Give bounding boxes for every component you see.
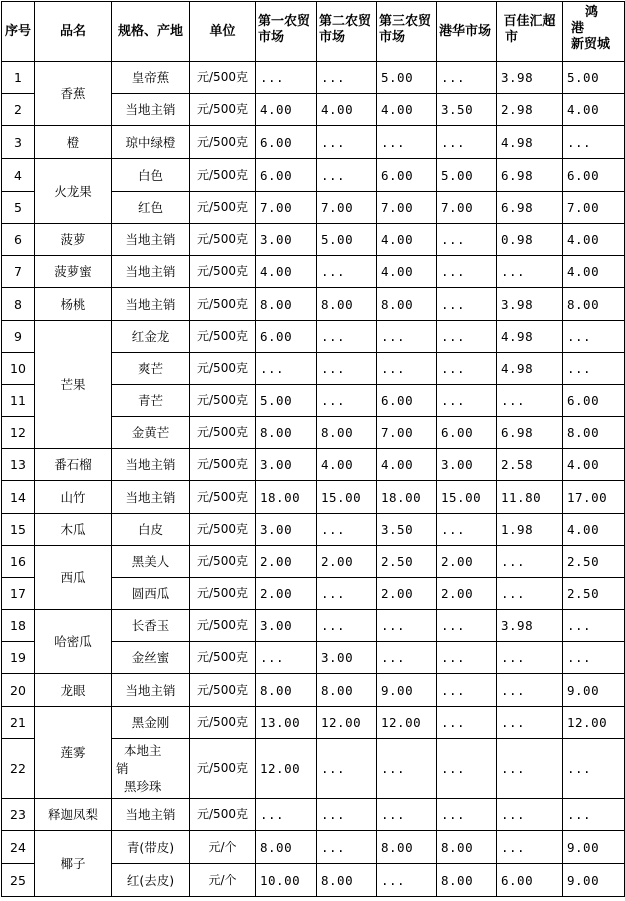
price-cell: 3.00 xyxy=(317,642,377,674)
row-seq: 22 xyxy=(2,739,35,799)
price-cell: 8.00 xyxy=(563,288,625,321)
header-market-2-line1: 第二农贸 xyxy=(319,14,372,29)
price-cell: 4.00 xyxy=(256,256,317,288)
price-cell: 5.00 xyxy=(317,224,377,256)
price-table xyxy=(1,1,625,897)
row-spec-line: 本地主 xyxy=(124,742,162,758)
table-row xyxy=(2,674,625,707)
row-spec: 琼中绿橙 xyxy=(112,126,190,159)
product-name: 释迦凤梨 xyxy=(35,799,112,831)
price-cell: 6.00 xyxy=(256,159,317,192)
price-cell: ... xyxy=(497,831,563,864)
price-cell: ... xyxy=(563,321,625,353)
price-cell: ... xyxy=(317,126,377,159)
price-cell: ... xyxy=(563,610,625,642)
row-spec: 当地主销 xyxy=(112,94,190,126)
row-unit: 元/500克 xyxy=(190,578,256,610)
price-cell: 8.00 xyxy=(317,864,377,897)
row-unit: 元/500克 xyxy=(190,94,256,126)
price-cell: ... xyxy=(317,256,377,288)
price-cell: ... xyxy=(437,707,497,739)
row-spec: 当地主销 xyxy=(112,674,190,707)
price-cell: ... xyxy=(497,707,563,739)
price-cell: 2.00 xyxy=(256,546,317,578)
price-cell: 4.00 xyxy=(377,449,437,481)
price-cell: 2.50 xyxy=(563,546,625,578)
price-cell: ... xyxy=(437,610,497,642)
price-cell: 15.00 xyxy=(317,481,377,514)
price-cell: 5.00 xyxy=(437,159,497,192)
price-cell: 4.98 xyxy=(497,321,563,353)
price-cell: ... xyxy=(563,353,625,385)
row-unit: 元/500克 xyxy=(190,449,256,481)
row-spec: 长香玉 xyxy=(112,610,190,642)
row-seq: 10 xyxy=(2,353,35,385)
row-spec: 白皮 xyxy=(112,514,190,546)
price-cell: 2.00 xyxy=(317,546,377,578)
price-cell: 17.00 xyxy=(563,481,625,514)
price-cell: 8.00 xyxy=(256,831,317,864)
price-cell: 9.00 xyxy=(377,674,437,707)
price-cell: 4.00 xyxy=(377,94,437,126)
row-spec: 爽芒 xyxy=(112,353,190,385)
header-market-2 xyxy=(317,2,377,62)
header-market-3-line1: 第三农贸 xyxy=(379,14,432,29)
header-market-4: 港华市场 xyxy=(437,2,497,62)
header-market-1 xyxy=(256,2,317,62)
price-cell: 6.98 xyxy=(497,192,563,224)
price-cell: ... xyxy=(377,353,437,385)
price-cell: 8.00 xyxy=(437,831,497,864)
price-cell: ... xyxy=(437,739,497,799)
price-cell: 6.00 xyxy=(256,321,317,353)
price-cell: ... xyxy=(377,799,437,831)
row-spec-line: 销 xyxy=(116,760,129,776)
price-cell: ... xyxy=(437,353,497,385)
price-cell: 2.00 xyxy=(377,578,437,610)
price-cell: 13.00 xyxy=(256,707,317,739)
table-body xyxy=(2,62,625,897)
row-seq: 7 xyxy=(2,256,35,288)
price-cell: 4.98 xyxy=(497,353,563,385)
header-market-6-line2: 港 xyxy=(571,21,585,36)
row-seq: 23 xyxy=(2,799,35,831)
table-row xyxy=(2,707,625,739)
product-name: 菠萝蜜 xyxy=(35,256,112,288)
price-cell: 8.00 xyxy=(317,674,377,707)
price-cell: ... xyxy=(317,62,377,94)
row-unit: 元/500克 xyxy=(190,642,256,674)
price-cell: ... xyxy=(317,799,377,831)
price-cell: 10.00 xyxy=(256,864,317,897)
price-cell: 7.00 xyxy=(317,192,377,224)
price-cell: 8.00 xyxy=(317,417,377,449)
header-seq: 序号 xyxy=(2,2,35,62)
price-cell: 8.00 xyxy=(563,417,625,449)
price-cell: ... xyxy=(317,578,377,610)
header-market-5-line1: 百佳汇超 xyxy=(503,14,556,29)
price-cell: ... xyxy=(437,321,497,353)
row-spec: 当地主销 xyxy=(112,288,190,321)
price-cell: 4.00 xyxy=(377,224,437,256)
price-cell: 6.98 xyxy=(497,417,563,449)
row-seq: 24 xyxy=(2,831,35,864)
price-cell: 3.98 xyxy=(497,62,563,94)
price-cell: 8.00 xyxy=(256,288,317,321)
price-cell: 4.00 xyxy=(256,94,317,126)
price-cell: 3.98 xyxy=(497,288,563,321)
row-seq: 16 xyxy=(2,546,35,578)
row-seq: 17 xyxy=(2,578,35,610)
row-seq: 13 xyxy=(2,449,35,481)
row-unit: 元/500克 xyxy=(190,417,256,449)
row-unit: 元/500克 xyxy=(190,224,256,256)
header-market-6-line1: 鸿 xyxy=(585,5,599,20)
row-spec: 当地主销 xyxy=(112,449,190,481)
price-cell: 7.00 xyxy=(256,192,317,224)
price-cell: 8.00 xyxy=(377,831,437,864)
price-cell: 15.00 xyxy=(437,481,497,514)
row-unit: 元/500克 xyxy=(190,126,256,159)
price-cell: 0.98 xyxy=(497,224,563,256)
price-cell: ... xyxy=(317,159,377,192)
header-market-1-line2: 市场 xyxy=(258,30,285,45)
row-unit: 元/500克 xyxy=(190,739,256,799)
price-cell: ... xyxy=(317,610,377,642)
price-cell: ... xyxy=(437,642,497,674)
product-name: 香蕉 xyxy=(35,62,112,126)
row-seq: 20 xyxy=(2,674,35,707)
price-cell: 11.80 xyxy=(497,481,563,514)
header-market-5 xyxy=(497,2,563,62)
price-cell: 5.00 xyxy=(377,62,437,94)
price-cell: 6.00 xyxy=(377,385,437,417)
row-seq: 21 xyxy=(2,707,35,739)
price-cell: 8.00 xyxy=(437,864,497,897)
price-cell: 6.00 xyxy=(563,385,625,417)
price-cell: 4.00 xyxy=(377,256,437,288)
row-spec: 当地主销 xyxy=(112,256,190,288)
price-cell: 9.00 xyxy=(563,864,625,897)
row-unit: 元/500克 xyxy=(190,481,256,514)
price-cell: ... xyxy=(437,385,497,417)
row-seq: 8 xyxy=(2,288,35,321)
price-cell: ... xyxy=(437,224,497,256)
price-cell: 8.00 xyxy=(256,417,317,449)
price-cell: 7.00 xyxy=(563,192,625,224)
row-seq: 1 xyxy=(2,62,35,94)
price-cell: 4.00 xyxy=(317,94,377,126)
price-cell: ... xyxy=(497,674,563,707)
price-cell: 12.00 xyxy=(563,707,625,739)
table-row xyxy=(2,321,625,353)
price-cell: 12.00 xyxy=(256,739,317,799)
price-cell: 2.50 xyxy=(377,546,437,578)
price-cell: 4.00 xyxy=(563,514,625,546)
table-row xyxy=(2,159,625,192)
price-cell: ... xyxy=(437,256,497,288)
row-seq: 25 xyxy=(2,864,35,897)
row-spec: 红(去皮) xyxy=(112,864,190,897)
header-spec: 规格、产地 xyxy=(112,2,190,62)
row-spec: 青(带皮) xyxy=(112,831,190,864)
header-market-6 xyxy=(563,2,625,62)
price-cell: 3.98 xyxy=(497,610,563,642)
price-cell: ... xyxy=(563,799,625,831)
row-seq: 5 xyxy=(2,192,35,224)
product-name: 木瓜 xyxy=(35,514,112,546)
table-row xyxy=(2,514,625,546)
product-name: 橙 xyxy=(35,126,112,159)
row-spec: 当地主销 xyxy=(112,799,190,831)
price-cell: ... xyxy=(317,353,377,385)
price-cell: ... xyxy=(563,642,625,674)
price-cell: 4.00 xyxy=(563,256,625,288)
row-seq: 6 xyxy=(2,224,35,256)
price-cell: 6.00 xyxy=(377,159,437,192)
price-cell: 4.00 xyxy=(563,94,625,126)
row-unit: 元/个 xyxy=(190,831,256,864)
price-cell: ... xyxy=(256,799,317,831)
table-row xyxy=(2,799,625,831)
price-cell: 5.00 xyxy=(256,385,317,417)
price-cell: 8.00 xyxy=(377,288,437,321)
price-cell: ... xyxy=(256,353,317,385)
row-spec-line: 黑珍珠 xyxy=(124,778,162,794)
price-cell: 7.00 xyxy=(377,192,437,224)
price-cell: 6.00 xyxy=(437,417,497,449)
price-cell: 18.00 xyxy=(377,481,437,514)
price-cell: ... xyxy=(317,514,377,546)
row-spec: 当地主销 xyxy=(112,224,190,256)
row-spec: 黑金刚 xyxy=(112,707,190,739)
price-cell: 12.00 xyxy=(377,707,437,739)
row-spec: 青芒 xyxy=(112,385,190,417)
price-cell: 3.00 xyxy=(256,449,317,481)
price-cell: ... xyxy=(563,739,625,799)
product-name: 西瓜 xyxy=(35,546,112,610)
table-row xyxy=(2,546,625,578)
product-name: 番石榴 xyxy=(35,449,112,481)
price-cell: 7.00 xyxy=(377,417,437,449)
row-spec: 当地主销 xyxy=(112,481,190,514)
price-cell: 3.00 xyxy=(437,449,497,481)
price-cell: ... xyxy=(497,739,563,799)
price-cell: 3.50 xyxy=(437,94,497,126)
row-unit: 元/500克 xyxy=(190,385,256,417)
price-cell: ... xyxy=(317,739,377,799)
price-cell: 6.00 xyxy=(497,864,563,897)
row-unit: 元/500克 xyxy=(190,610,256,642)
product-name: 菠萝 xyxy=(35,224,112,256)
price-cell: 2.00 xyxy=(256,578,317,610)
row-spec: 金黄芒 xyxy=(112,417,190,449)
product-name: 山竹 xyxy=(35,481,112,514)
price-cell: ... xyxy=(437,126,497,159)
price-cell: 2.50 xyxy=(563,578,625,610)
price-cell: ... xyxy=(497,642,563,674)
price-cell: ... xyxy=(317,831,377,864)
row-seq: 2 xyxy=(2,94,35,126)
row-spec: 圆西瓜 xyxy=(112,578,190,610)
price-cell: 2.00 xyxy=(437,578,497,610)
price-cell: 2.98 xyxy=(497,94,563,126)
header-market-3-line2: 市场 xyxy=(379,30,406,45)
row-spec: 金丝蜜 xyxy=(112,642,190,674)
price-cell: ... xyxy=(377,642,437,674)
price-cell: ... xyxy=(497,385,563,417)
row-unit: 元/个 xyxy=(190,864,256,897)
row-unit: 元/500克 xyxy=(190,159,256,192)
row-spec: 皇帝蕉 xyxy=(112,62,190,94)
product-name: 哈密瓜 xyxy=(35,610,112,674)
price-cell: ... xyxy=(256,642,317,674)
price-cell: 5.00 xyxy=(563,62,625,94)
row-seq: 4 xyxy=(2,159,35,192)
row-seq: 9 xyxy=(2,321,35,353)
price-cell: ... xyxy=(317,321,377,353)
row-spec: 黑美人 xyxy=(112,546,190,578)
row-unit: 元/500克 xyxy=(190,321,256,353)
row-seq: 19 xyxy=(2,642,35,674)
price-cell: 3.00 xyxy=(256,514,317,546)
product-name: 莲雾 xyxy=(35,707,112,799)
row-unit: 元/500克 xyxy=(190,514,256,546)
header-row xyxy=(2,2,625,62)
table-row xyxy=(2,224,625,256)
header-market-6-line3: 新贸城 xyxy=(571,37,611,52)
price-cell: 4.00 xyxy=(563,224,625,256)
product-name: 火龙果 xyxy=(35,159,112,224)
header-market-2-line2: 市场 xyxy=(319,30,346,45)
table-row xyxy=(2,449,625,481)
row-spec: 白色 xyxy=(112,159,190,192)
price-cell: 3.00 xyxy=(256,224,317,256)
price-cell: 1.98 xyxy=(497,514,563,546)
row-seq: 11 xyxy=(2,385,35,417)
price-cell: ... xyxy=(437,674,497,707)
row-seq: 12 xyxy=(2,417,35,449)
row-seq: 14 xyxy=(2,481,35,514)
price-cell: 4.00 xyxy=(563,449,625,481)
header-market-3 xyxy=(377,2,437,62)
row-unit: 元/500克 xyxy=(190,674,256,707)
price-cell: ... xyxy=(497,546,563,578)
price-cell: ... xyxy=(437,514,497,546)
price-cell: ... xyxy=(437,288,497,321)
row-unit: 元/500克 xyxy=(190,256,256,288)
price-cell: ... xyxy=(377,126,437,159)
price-cell: 6.98 xyxy=(497,159,563,192)
header-unit: 单位 xyxy=(190,2,256,62)
row-spec: 红色 xyxy=(112,192,190,224)
table-row xyxy=(2,126,625,159)
price-cell: ... xyxy=(377,739,437,799)
row-unit: 元/500克 xyxy=(190,707,256,739)
price-cell: ... xyxy=(437,799,497,831)
table-row xyxy=(2,62,625,94)
price-cell: 9.00 xyxy=(563,831,625,864)
price-cell: ... xyxy=(563,126,625,159)
row-spec: 红金龙 xyxy=(112,321,190,353)
header-market-5-line2: 市 xyxy=(505,30,519,45)
row-unit: 元/500克 xyxy=(190,192,256,224)
price-cell: 2.58 xyxy=(497,449,563,481)
table-row xyxy=(2,481,625,514)
price-cell: ... xyxy=(377,321,437,353)
price-cell: 3.50 xyxy=(377,514,437,546)
price-cell: 9.00 xyxy=(563,674,625,707)
row-unit: 元/500克 xyxy=(190,353,256,385)
price-cell: 8.00 xyxy=(317,288,377,321)
price-cell: 7.00 xyxy=(437,192,497,224)
price-cell: ... xyxy=(317,385,377,417)
price-cell: ... xyxy=(437,62,497,94)
row-unit: 元/500克 xyxy=(190,62,256,94)
price-cell: ... xyxy=(497,256,563,288)
price-cell: 3.00 xyxy=(256,610,317,642)
row-unit: 元/500克 xyxy=(190,546,256,578)
table-row xyxy=(2,831,625,864)
price-cell: 8.00 xyxy=(256,674,317,707)
price-cell: 4.00 xyxy=(317,449,377,481)
row-seq: 3 xyxy=(2,126,35,159)
table-row xyxy=(2,288,625,321)
price-cell: 18.00 xyxy=(256,481,317,514)
row-unit: 元/500克 xyxy=(190,288,256,321)
row-unit: 元/500克 xyxy=(190,799,256,831)
price-cell: 6.00 xyxy=(256,126,317,159)
table-row xyxy=(2,610,625,642)
header-name: 品名 xyxy=(35,2,112,62)
product-name: 芒果 xyxy=(35,321,112,449)
price-cell: ... xyxy=(377,610,437,642)
price-cell: ... xyxy=(256,62,317,94)
price-cell: ... xyxy=(377,864,437,897)
price-cell: 6.00 xyxy=(563,159,625,192)
row-seq: 18 xyxy=(2,610,35,642)
price-cell: 12.00 xyxy=(317,707,377,739)
product-name: 龙眼 xyxy=(35,674,112,707)
row-spec xyxy=(112,739,190,799)
row-seq: 15 xyxy=(2,514,35,546)
price-cell: ... xyxy=(497,578,563,610)
product-name: 杨桃 xyxy=(35,288,112,321)
price-cell: ... xyxy=(497,799,563,831)
table-row xyxy=(2,256,625,288)
header-market-1-line1: 第一农贸 xyxy=(258,14,311,29)
price-cell: 4.98 xyxy=(497,126,563,159)
price-cell: 2.00 xyxy=(437,546,497,578)
product-name: 椰子 xyxy=(35,831,112,897)
